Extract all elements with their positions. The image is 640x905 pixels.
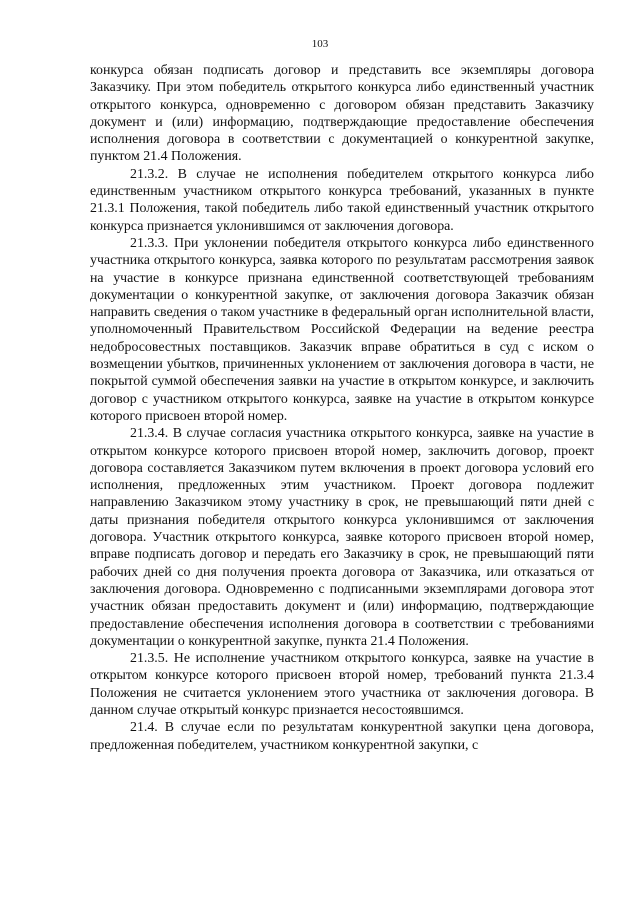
paragraph-21-3-3: 21.3.3. При уклонении победителя открытого конкурса либо единственного участника открытого конкурса, заявка которого по результатам рассмотрения заявок на участие в конкурсе признана единственной соответствующей требованиям документации о конкурентной закупке, от заключения договора Заказчик обязан направить сведения о таком участнике в федеральный орган исполнительной власти, уполномоченный Правительством Российской Федерации на ведение реестра недобросовестных поставщиков. Заказчик вправе обратиться в суд с иском о возмещении убытков, причиненных уклонением от заключения договора в части, не покрытой суммой обеспечения заявки на участие в открытом конкурсе, и заключить договор с участником открытого конкурса, заявке на участие в открытом конкурсе которого присвоен второй номер.	[90, 235, 594, 424]
paragraph-21-3-2: 21.3.2. В случае не исполнения победителем открытого конкурса либо единственным участником открытого конкурса требований, указанных в пункте 21.3.1 Положения, такой победитель либо такой единственный участник открытого конкурса признается уклонившимся от заключения договора.	[90, 166, 594, 234]
paragraph-21-3-5: 21.3.5. Не исполнение участником открытого конкурса, заявке на участие в открытом конкурсе которого присвоен второй номер, требований пункта 21.3.4 Положения не считается уклонением этого участника от заключения договора. В данном случае открытый конкурс признается несостоявшимся.	[90, 651, 594, 718]
paragraph-21-3-4: 21.3.4. В случае согласия участника открытого конкурса, заявке на участие в открытом конкурсе которого присвоен второй номер, заключить договор, проект договора составляется Заказчиком путем включения в проект договора условий его исполнения, предложенных этим участником. Проект договора подлежит направлению Заказчиком этому участнику в срок, не превышающий пяти дней с даты признания победителя открытого конкурса уклонившимся от заключения договора. Участник открытого конкурса, заявке которого присвоен второй номер, вправе подписать договор и передать его Заказчику в срок, не превышающий пяти рабочих дней со дня получения проекта договора от Заказчика, или отказаться от заключения договора. Одновременно с подписанными экземплярами договора этот участник обязан предоставить документ и (или) информацию, подтверждающие предоставление обеспечения исполнения договора в соответствии с требованиями документации о конкурентной закупке, пункта 21.4 Положения.	[90, 426, 594, 649]
document-body	[90, 62, 594, 754]
page-number: 103	[311, 38, 329, 50]
paragraph-continuation: конкурса обязан подписать договор и представить все экземпляры договора Заказчику. При этом победитель открытого конкурса либо единственный участник открытого конкурса, одновременно с договором обязан представить Заказчику документ и (или) информацию, подтверждающие предоставление обеспечения исполнения договора в соответствии с документацией о конкурентной закупке, пунктом 21.4 Положения.	[90, 63, 594, 165]
paragraph-21-4: 21.4. В случае если по результатам конкурентной закупки цена договора, предложенная победителем, участником конкурентной закупки, с	[90, 720, 594, 753]
